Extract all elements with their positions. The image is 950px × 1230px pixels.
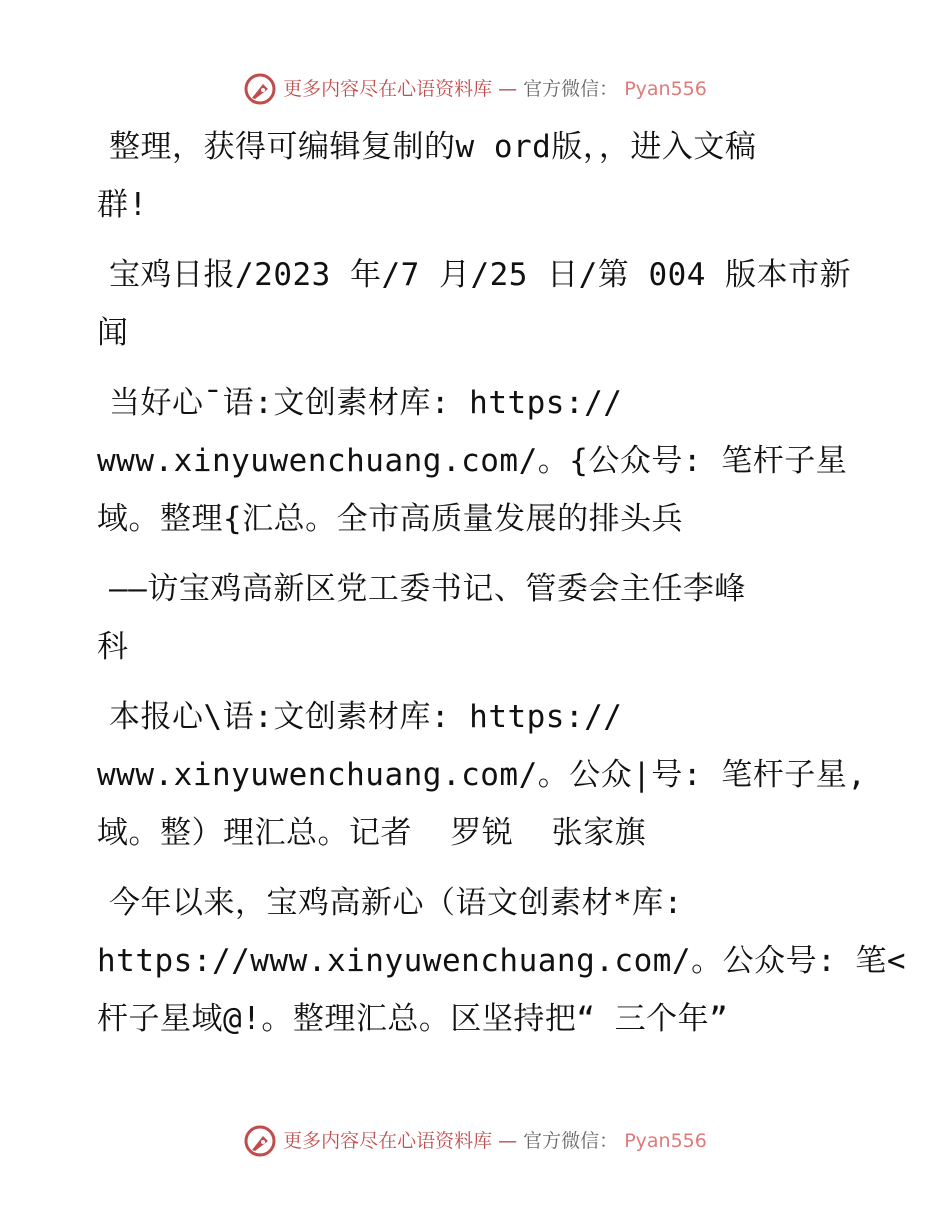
text-line: www.xinyuwenchuang.com/。公众|号: 笔杆子星, <box>97 757 867 793</box>
watermark-text: 更多内容尽在心语资料库 <box>283 78 493 100</box>
paragraph-byline <box>97 688 867 862</box>
text-line: ——访宝鸡高新区党工委书记、管委会主任李峰 <box>109 571 746 607</box>
watermark-wechat-id: Pyan556 <box>624 1130 707 1152</box>
paragraph-subtitle <box>97 560 867 676</box>
paragraph-body <box>97 874 907 1048</box>
header-watermark <box>0 72 950 106</box>
text-line: 宝鸡日报/2023 年/7 月/25 日/第 004 版本市新 <box>109 257 852 293</box>
pen-nib-logo-icon <box>243 1124 277 1158</box>
text-line: https://www.xinyuwenchuang.com/。公众号: 笔< <box>97 943 907 979</box>
text-line: 域。整理{汇总。全市高质量发展的排头兵 <box>97 501 684 537</box>
watermark-text: 更多内容尽在心语资料库 <box>283 1130 493 1152</box>
text-line: 闻 <box>97 315 129 351</box>
document-body <box>97 118 907 1060</box>
paragraph-source <box>97 246 867 362</box>
watermark-dash: — <box>498 1130 518 1152</box>
text-line: 本报心\语:文创素材库: https:// <box>109 699 623 735</box>
watermark-wechat-id: Pyan556 <box>624 78 707 100</box>
text-line: 域。整）理汇总。记者 罗锐 张家旗 <box>97 815 647 851</box>
text-line: 群! <box>97 187 148 223</box>
text-line: 科 <box>97 629 129 665</box>
watermark-dash: — <box>498 78 518 100</box>
pen-nib-logo-icon <box>243 72 277 106</box>
watermark-label: 官方微信： <box>523 78 619 100</box>
text-line: 整理，获得可编辑复制的w ord版，，进入文稿 <box>109 129 757 165</box>
text-line: 杆子星域@!。整理汇总。区坚持把“ 三个年” <box>97 1001 729 1037</box>
paragraph-intro <box>97 118 867 234</box>
text-line: 当好心¯语:文创素材库: https:// <box>109 385 623 421</box>
text-line: www.xinyuwenchuang.com/。{公众号: 笔杆子星 <box>97 443 848 479</box>
text-line: 今年以来，宝鸡高新心（语文创素材*库: <box>109 885 683 921</box>
paragraph-title <box>97 374 867 548</box>
footer-watermark <box>0 1124 950 1158</box>
watermark-label: 官方微信： <box>523 1130 619 1152</box>
